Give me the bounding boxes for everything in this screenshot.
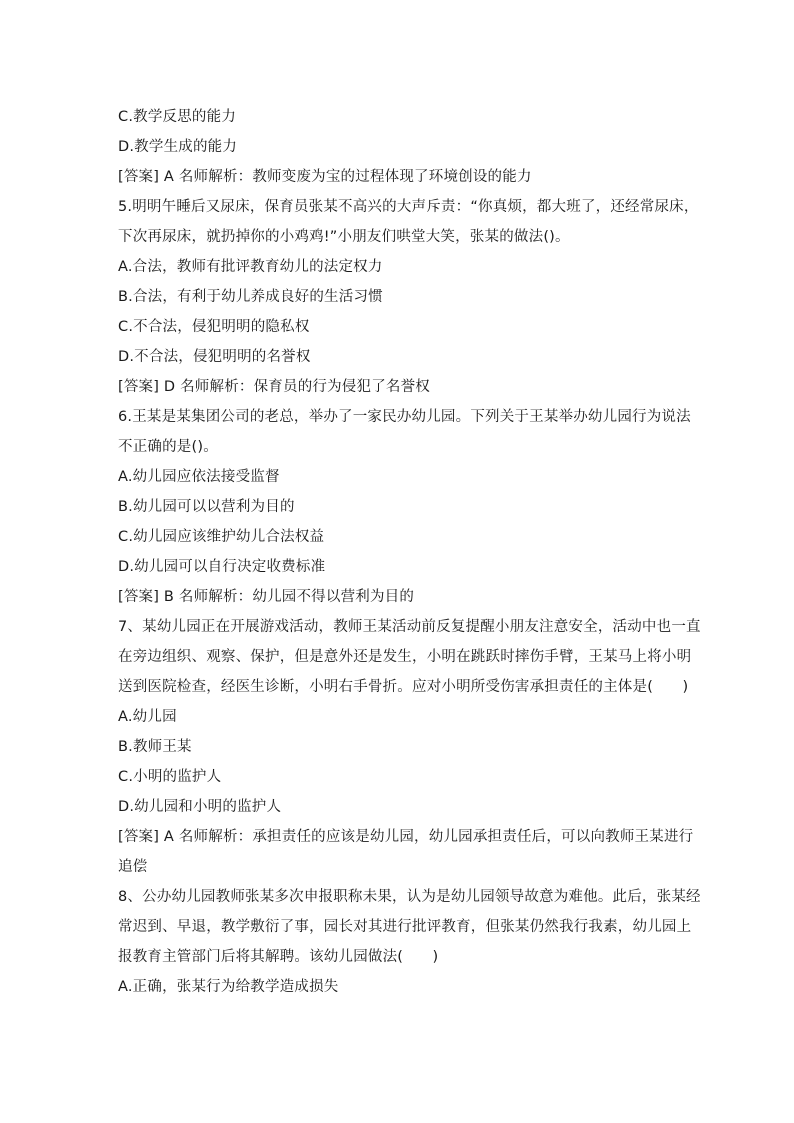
question-6-line-2: 不正确的是()。: [118, 439, 218, 455]
question-5-option-d: D.不合法，侵犯明明的名誉权: [118, 349, 311, 365]
question-5-line-2: 下次再尿床，就扔掉你的小鸡鸡!”小朋友们哄堂大笑，张某的做法()。: [118, 229, 570, 245]
question-5-option-c: C.不合法，侵犯明明的隐私权: [118, 319, 310, 335]
answer-line: [答案] A 名师解析：教师变废为宝的过程体现了环境创设的能力: [118, 169, 532, 185]
question-7-answer-line-2: 追偿: [118, 859, 148, 875]
option-c: C.教学反思的能力: [118, 109, 237, 125]
document-body: [118, 102, 701, 1002]
question-7-option-b: B.教师王某: [118, 739, 192, 755]
question-7-option-c: C.小明的监护人: [118, 769, 222, 785]
option-d: D.教学生成的能力: [118, 139, 238, 155]
question-6-answer: [答案] B 名师解析：幼儿园不得以营利为目的: [118, 589, 415, 605]
question-7-line-2: 在旁边组织、观察、保护，但是意外还是发生，小明在跳跃时摔伤手臂，王某马上将小明: [118, 649, 692, 665]
question-8-line-1: 8、公办幼儿园教师张某多次申报职称未果，认为是幼儿园领导故意为难他。此后，张某经: [118, 889, 701, 905]
question-8-line-2: 常迟到、早退，教学敷衍了事，园长对其进行批评教育，但张某仍然我行我素，幼儿园上: [118, 919, 692, 935]
question-7-line-3: 送到医院检查，经医生诊断，小明右手骨折。应对小明所受伤害承担责任的主体是( ): [118, 679, 689, 695]
question-6-option-a: A.幼儿园应依法接受监督: [118, 469, 280, 485]
question-7-answer-line-1: [答案] A 名师解析：承担责任的应该是幼儿园，幼儿园承担责任后，可以向教师王某进行: [118, 829, 694, 845]
question-7-option-a: A.幼儿园: [118, 709, 177, 725]
question-5-answer: [答案] D 名师解析：保育员的行为侵犯了名誉权: [118, 379, 430, 395]
question-8-option-a: A.正确，张某行为给教学造成损失: [118, 979, 339, 995]
question-7-line-1: 7、某幼儿园正在开展游戏活动，教师王某活动前反复提醒小朋友注意安全，活动中也一直: [118, 619, 701, 635]
question-7-option-d: D.幼儿园和小明的监护人: [118, 799, 282, 815]
question-6-option-b: B.幼儿园可以以营利为目的: [118, 499, 295, 515]
question-5-option-b: B.合法，有利于幼儿养成良好的生活习惯: [118, 289, 383, 305]
question-6-option-d: D.幼儿园可以自行决定收费标准: [118, 559, 326, 575]
question-6-option-c: C.幼儿园应该维护幼儿合法权益: [118, 529, 325, 545]
question-8-line-3: 报教育主管部门后将其解聘。该幼儿园做法( ): [118, 949, 439, 965]
question-5-option-a: A.合法，教师有批评教育幼儿的法定权力: [118, 259, 383, 275]
question-5-line-1: 5.明明午睡后又尿床，保育员张某不高兴的大声斥责：“你真烦，都大班了，还经常尿床，: [118, 199, 699, 215]
question-6-line-1: 6.王某是某集团公司的老总，举办了一家民办幼儿园。下列关于王某举办幼儿园行为说法: [118, 409, 691, 425]
